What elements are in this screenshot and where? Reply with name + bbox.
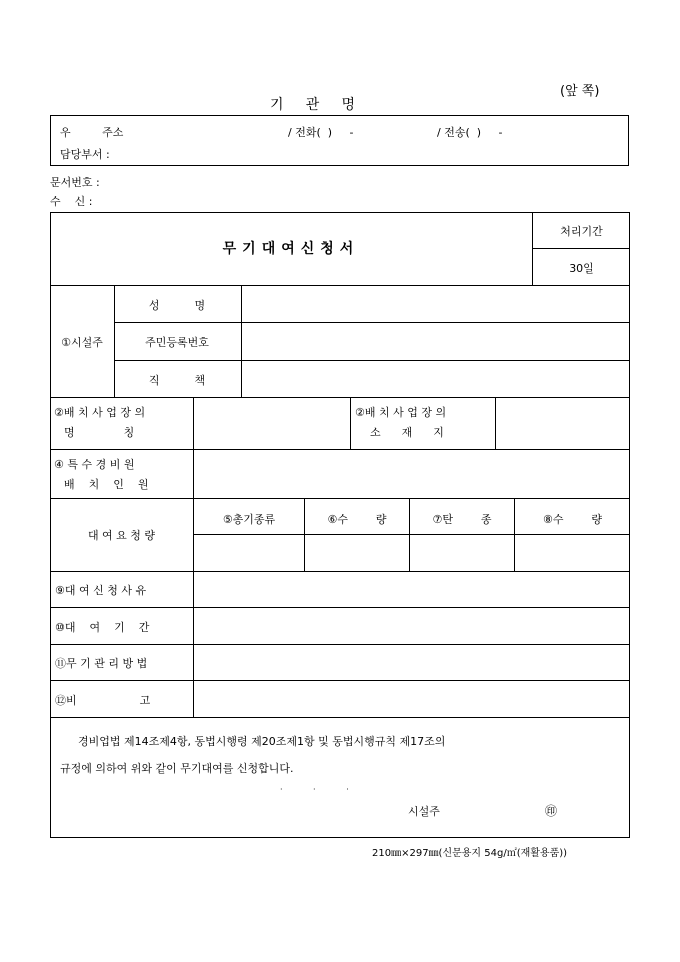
declaration-line-2: 규정에 의하여 위와 같이 무기대여를 신청합니다. xyxy=(60,762,294,775)
signer-label: 시설주 xyxy=(408,805,440,818)
col-ammo-type: ⑦탄 종 xyxy=(432,513,492,526)
seal-mark: ㊞ xyxy=(545,804,558,818)
processing-label: 처리기간 xyxy=(560,225,603,238)
contact-box xyxy=(50,115,629,166)
workplace-name-label-2: 명 칭 xyxy=(64,426,135,439)
loan-request-label: 대 여 요 청 량 xyxy=(87,529,156,542)
page-side-label: (앞 쪽) xyxy=(560,84,600,99)
period-label: ⑩대 여 기 간 xyxy=(55,621,150,634)
reason-label: ⑨대 여 신 청 사 유 xyxy=(55,584,147,597)
remarks-label: ⑫비 고 xyxy=(55,694,151,707)
date-dots: · · · xyxy=(280,785,349,794)
applicant-group-label: ①시설주 xyxy=(61,336,103,349)
col-gun-qty: ⑥수 량 xyxy=(327,513,387,526)
form-title: 무기대여신청서 xyxy=(222,241,360,257)
processing-value: 30일 xyxy=(569,262,594,275)
management-label: ⑪무 기 관 리 방 법 xyxy=(55,657,148,670)
applicant-resident-number-label: 주민등록번호 xyxy=(145,336,209,349)
doc-number-label: 문서번호 : xyxy=(50,176,100,189)
col-ammo-qty: ⑧수 량 xyxy=(542,513,603,526)
fax-label: / 전송( ) - xyxy=(437,126,503,139)
declaration-line-1: 경비업법 제14조제4항, 동법시행령 제20조제1항 및 동법시행규칙 제17조의 xyxy=(78,735,446,748)
applicant-position-label: 직 책 xyxy=(148,374,206,387)
applicant-name-label: 성 명 xyxy=(148,299,206,312)
recipient-label: 수 신 : xyxy=(50,195,93,208)
address-label: 우 주소 xyxy=(60,126,124,139)
phone-label: / 전화( ) - xyxy=(288,126,354,139)
workplace-location-label-1: ②배 치 사 업 장 의 xyxy=(355,406,447,419)
special-guard-label-2: 배 치 인 원 xyxy=(64,478,149,491)
workplace-location-label-2: 소 재 지 xyxy=(370,426,444,439)
agency-name: 기 관 명 xyxy=(270,97,356,113)
department-label: 담당부서 : xyxy=(60,148,110,161)
col-gun-type: ⑤총기종류 xyxy=(222,513,276,526)
paper-spec-footer: 210㎜×297㎜(신문용지 54g/㎡(재활용품)) xyxy=(372,848,568,859)
workplace-name-label-1: ②배 치 사 업 장 의 xyxy=(54,406,146,419)
special-guard-label-1: ④ 특 수 경 비 원 xyxy=(54,458,135,471)
